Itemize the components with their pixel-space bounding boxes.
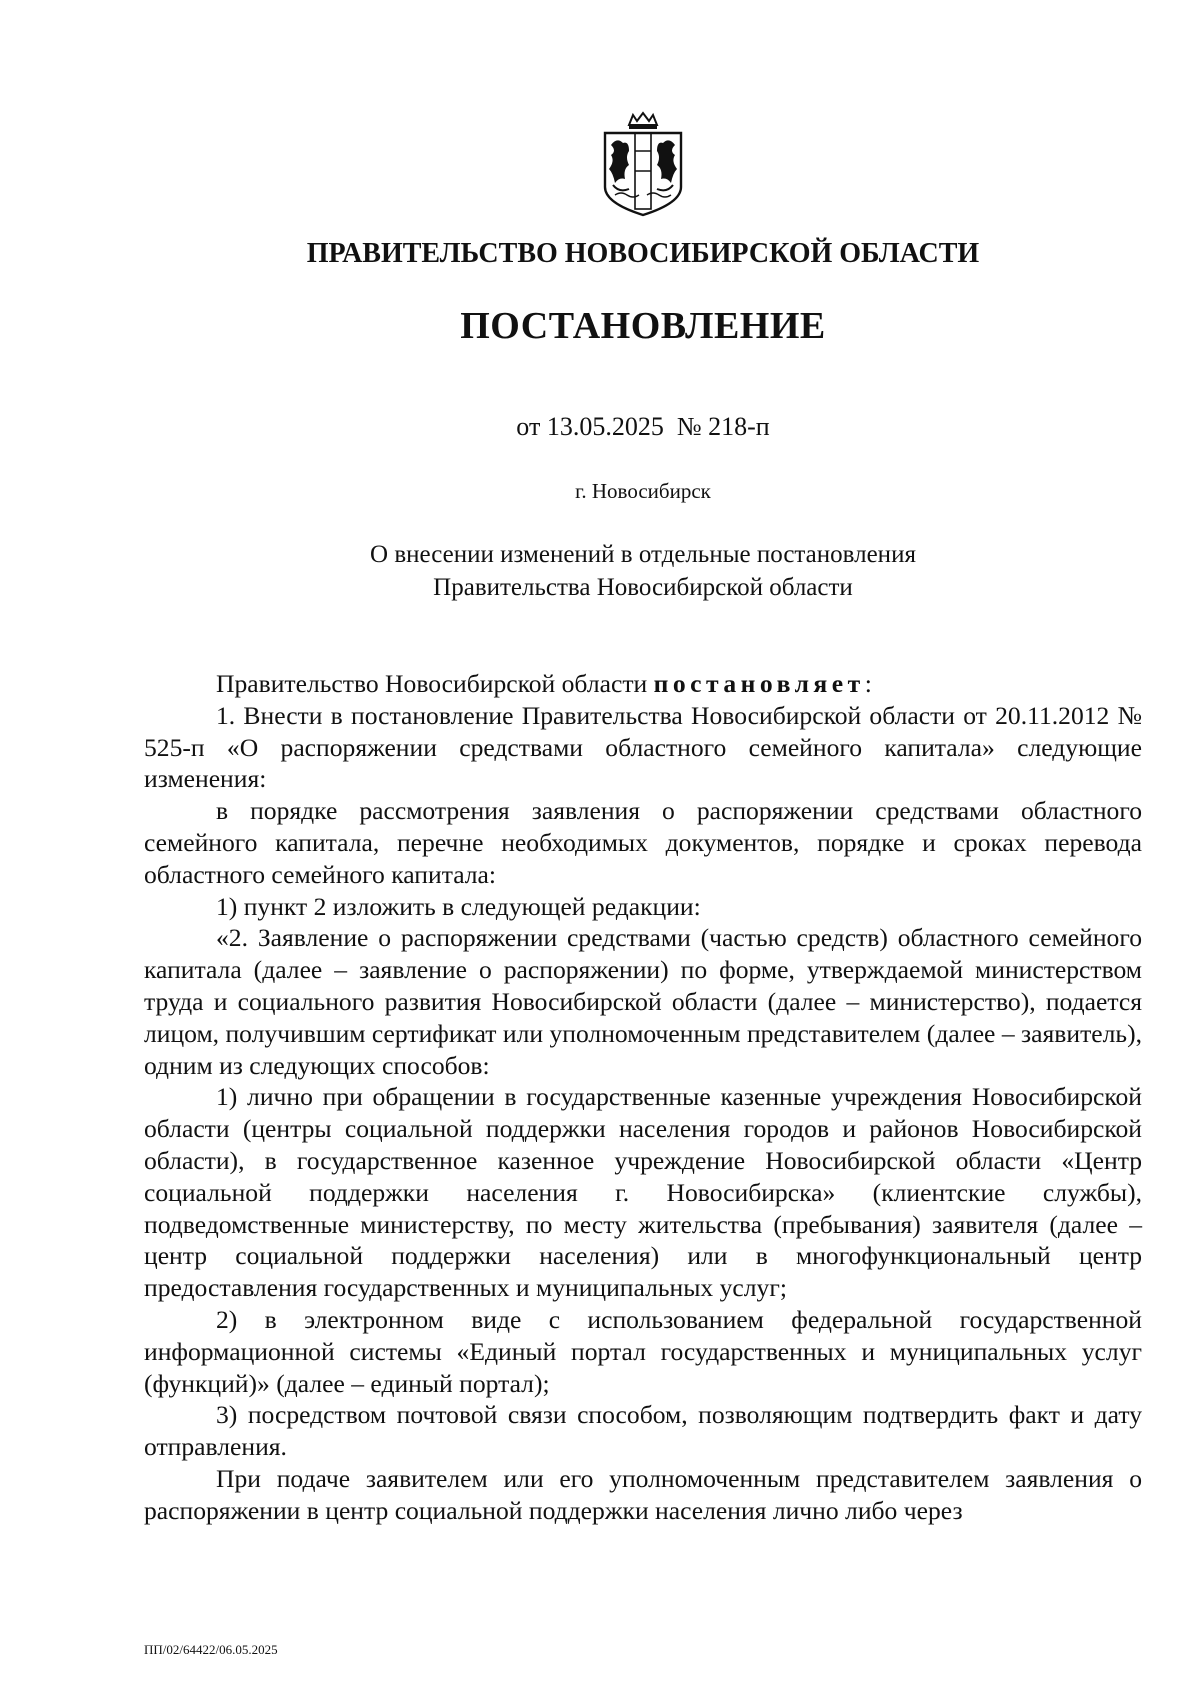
body-paragraph: При подаче заявителем или его уполномоченным представителем заявления о распоряжении в центр социальной поддержки населения лично либо через: [144, 1463, 1142, 1525]
document-city: г. Новосибирск: [575, 479, 711, 503]
document-subject: [0, 538, 1200, 604]
body-paragraph: «2. Заявление о распоряжении средствами (частью средств) областного семейного капитала (далее – заявление о распоряжении) по форме, утверждаемой министерством труда и социального развития Новосибирской области (далее – министерство), подается лицом, получившим сертификат или уполномоченным представителем (далее – заявитель), одним из следующих способов:: [144, 923, 1142, 1080]
intro-verb: постановляет: [653, 669, 865, 698]
body-paragraph: 1. Внести в постановление Правительства Новосибирской области от 20.11.2012 № 525-п «О распоряжении средствами областного семейного капитала» следующие изменения:: [144, 700, 1142, 794]
organization-title: ПРАВИТЕЛЬСТВО НОВОСИБИРСКОЙ ОБЛАСТИ: [306, 238, 980, 269]
body-paragraph: 3) посредством почтовой связи способом, позволяющим подтвердить факт и дату отправления.: [144, 1400, 1142, 1462]
document-subject-line-1: О внесении изменений в отдельные постановления: [370, 541, 916, 568]
body-paragraph: 1) лично при обращении в государственные казенные учреждения Новосибирской области (центры социальной поддержки населения городов и районов Новосибирской области), в государственное казенное учреждение Новосибирской области «Центр социальной поддержки населения г. Новосибирска» (клиентские службы), подведомственные министерству, по месту жительства (пребывания) заявителя (далее – центр социальной поддержки населения) или в многофункциональный центр предоставления государственных и муниципальных услуг;: [144, 1082, 1142, 1303]
body-paragraph: в порядке рассмотрения заявления о распоряжении средствами областного семейного капитала, перечне необходимых документов, порядке и сроках перевода областного семейного капитала:: [144, 796, 1142, 889]
document-subject-line-2: Правительства Новосибирской области: [433, 574, 853, 601]
intro-suffix: :: [864, 669, 872, 698]
document-type-heading: ПОСТАНОВЛЕНИЕ: [460, 305, 826, 347]
footer-document-code: ПП/02/64422/06.05.2025: [144, 1642, 278, 1657]
document-number-date: от 13.05.2025 № 218-п: [516, 412, 770, 441]
body-paragraph: 2) в электронном виде с использованием федеральной государственной информационной системы «Единый портал государственных и муниципальных услуг (функций)» (далее – единый портал);: [144, 1304, 1142, 1398]
body-paragraph: 1) пункт 2 изложить в следующей редакции:: [216, 891, 701, 921]
novosibirsk-coat-of-arms-icon: [599, 111, 687, 217]
document-body: [144, 668, 1142, 1527]
intro-prefix: Правительство Новосибирской области: [216, 669, 654, 698]
intro-paragraph: [144, 668, 1142, 700]
